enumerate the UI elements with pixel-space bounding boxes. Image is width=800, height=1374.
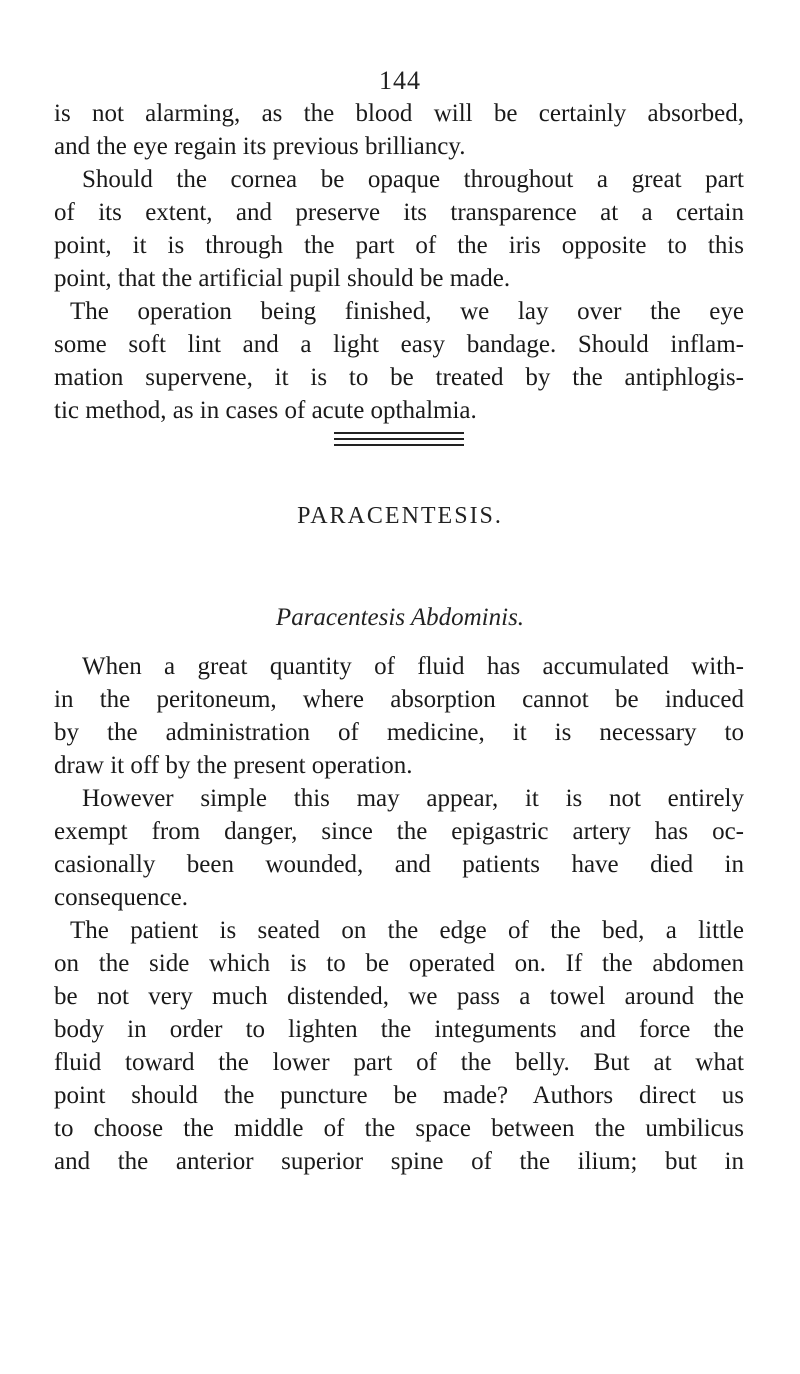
divider-rule: [334, 444, 464, 446]
text-line: consequence.: [54, 884, 188, 911]
text-line: body in order to lighten the integuments and force the: [54, 1016, 744, 1043]
text-line: of its extent, and preserve its transparence at a certain: [54, 199, 744, 226]
text-line: Should the cornea be opaque throughout a great part: [82, 166, 744, 193]
text-line: to choose the middle of the space between the umbilicus: [54, 1115, 744, 1142]
page-number: 144: [379, 66, 421, 95]
text-line: tic method, as in cases of acute opthalmia.: [54, 397, 477, 424]
text-line: draw it off by the present operation.: [54, 752, 413, 779]
text-line: The patient is seated on the edge of the bed, a little: [70, 917, 744, 944]
text-line: by the administration of medicine, it is necessary to: [54, 719, 744, 746]
text-line: casionally been wounded, and patients have died in: [54, 851, 744, 878]
text-line: on the side which is to be operated on. If the abdomen: [54, 950, 744, 977]
text-line: point, that the artificial pupil should be made.: [54, 265, 511, 292]
text-line: When a great quantity of fluid has accumulated with-: [82, 653, 744, 680]
text-line: exempt from danger, since the epigastric artery has oc-: [54, 818, 744, 845]
divider-rule: [334, 432, 464, 434]
paragraph-block-bottom: [54, 650, 744, 1178]
text-line: point should the puncture be made? Authors direct us: [54, 1082, 744, 1109]
text-line: The operation being finished, we lay over the eye: [70, 298, 744, 325]
text-line: and the anterior superior spine of the ilium; but in: [54, 1148, 744, 1175]
text-line: and the eye regain its previous brilliancy.: [54, 133, 466, 160]
text-line: mation supervene, it is to be treated by the antiphlogis-: [54, 364, 744, 391]
paragraph-block-top: [54, 97, 744, 427]
text-line: However simple this may appear, it is not entirely: [82, 785, 744, 812]
text-line: fluid toward the lower part of the belly. But at what: [54, 1049, 744, 1076]
section-divider: [334, 432, 464, 450]
section-title: PARACENTESIS.: [297, 503, 503, 529]
text-line: some soft lint and a light easy bandage. Should inflam-: [54, 331, 744, 358]
text-line: in the peritoneum, where absorption cannot be induced: [54, 686, 744, 713]
text-line: be not very much distended, we pass a towel around the: [54, 983, 744, 1010]
text-line: is not alarming, as the blood will be certainly absorbed,: [54, 100, 744, 127]
section-subtitle: Paracentesis Abdominis.: [275, 604, 525, 631]
divider-rule: [334, 438, 464, 440]
text-line: point, it is through the part of the iris opposite to this: [54, 232, 744, 259]
